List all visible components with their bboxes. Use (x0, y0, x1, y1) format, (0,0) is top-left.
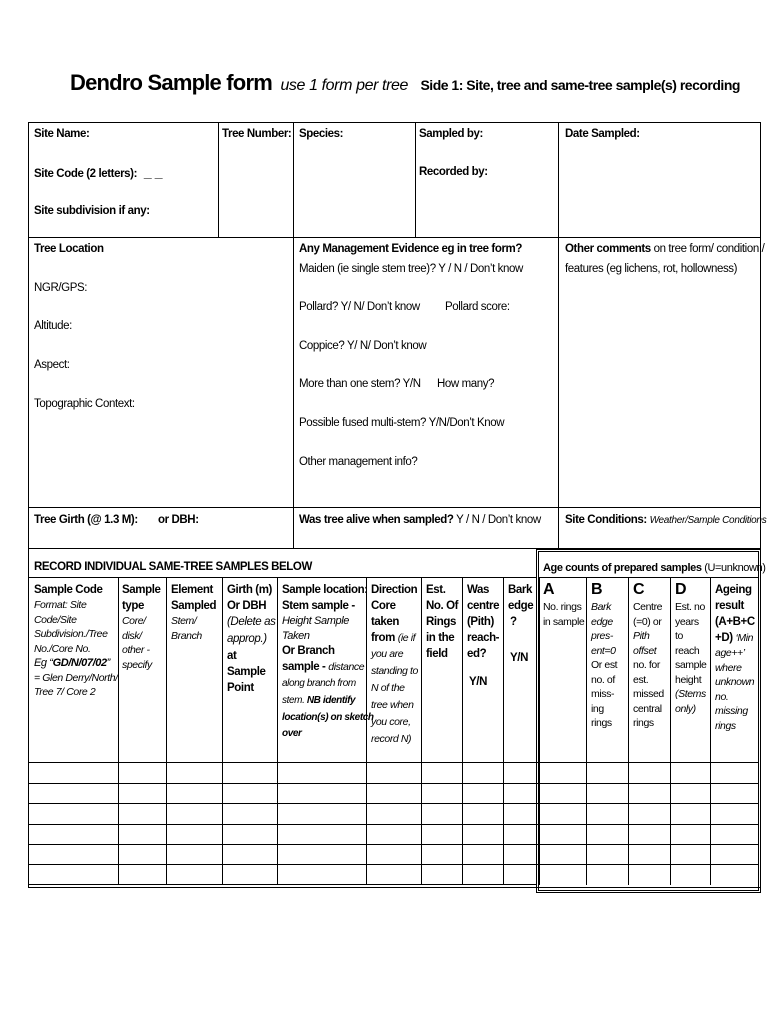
col-location-nb: NB identify (306, 695, 356, 706)
divider (28, 577, 536, 578)
col-c-sub-italic: offset (633, 644, 657, 657)
divider (586, 577, 587, 885)
col-direction-sub: you are (371, 648, 404, 660)
col-c-sub: (=0) or (633, 615, 662, 628)
tree-location-label: Tree Location (34, 243, 104, 255)
divider (539, 577, 758, 578)
table-row-line (28, 762, 758, 763)
col-d-sub: to (675, 630, 683, 642)
table-row-line (28, 864, 758, 865)
col-bark-edge (508, 582, 533, 666)
col-sample-type-title: Sample (122, 584, 161, 596)
col-c-sub2: missed (633, 688, 664, 700)
divider (503, 577, 504, 885)
table-row-line (28, 844, 758, 845)
col-ageing-title: Ageing (715, 584, 752, 596)
divider (28, 507, 761, 508)
col-b-sub2: ing (591, 702, 604, 715)
col-est-title: in the (426, 632, 455, 644)
col-element-title: Sampled (171, 600, 217, 612)
eg-post: ” (106, 657, 110, 669)
col-c (633, 580, 664, 731)
col-est-title: Est. (426, 584, 446, 596)
col-direction-title: taken (371, 616, 400, 628)
alive-question-options: Y / N / Don’t know (453, 514, 541, 526)
divider (558, 122, 559, 238)
col-d (675, 580, 706, 716)
col-a-sub: No. rings (543, 601, 582, 613)
col-direction-title: Core (371, 600, 396, 612)
col-d-sub: Est. no (675, 601, 705, 613)
col-c-sub2: no. for (633, 659, 660, 671)
other-comments-label (565, 242, 764, 256)
col-location-branch-sub: distance (328, 661, 365, 673)
col-b-sub2: Or est (591, 659, 618, 671)
col-centre-title: ed? (467, 648, 487, 660)
date-sampled-label: Date Sampled: (565, 128, 640, 140)
tree-girth-label: Tree Girth (@ 1.3 M): (34, 514, 138, 526)
divider (118, 577, 119, 885)
col-sample-code-example2: Tree 7/ Core 2 (34, 686, 96, 698)
col-location-nb2: location(s) on sketch (282, 712, 374, 723)
col-ageing-sub: unknown (715, 676, 755, 688)
col-sample-code-sub: Subdivision./Tree (34, 628, 108, 640)
recorded-by-label: Recorded by: (419, 166, 488, 178)
table-row-line (28, 803, 758, 804)
other-comments-rest: on tree form/ condition / (650, 243, 765, 255)
col-b-sub2: rings (591, 717, 612, 729)
how-many-label: How many? (437, 378, 495, 390)
divider (558, 237, 559, 549)
col-b-sub: Bark (591, 601, 611, 613)
form-title: Dendro Sample form (70, 70, 272, 95)
col-direction-sub: you core, (371, 716, 411, 728)
col-ageing-title: (A+B+C (715, 616, 755, 628)
or-dbh-label: or DBH: (158, 514, 199, 526)
col-location-title: Stem sample - (282, 600, 355, 612)
other-comments-line2: features (eg lichens, rot, hollowness) (565, 263, 738, 275)
col-centre-title: reach- (467, 632, 500, 644)
col-bark-title: Bark (508, 584, 532, 596)
col-c-sub2: est. (633, 673, 649, 686)
form-title-line (70, 70, 740, 96)
management-title: Any Management Evidence eg in tree form? (299, 243, 523, 255)
divider (415, 122, 416, 238)
col-centre-yn: Y/N (469, 676, 487, 688)
altitude-label: Altitude: (34, 320, 72, 332)
table-row-line (28, 824, 758, 825)
col-d-sub-italic: (Stems (675, 688, 706, 700)
col-d-letter: D (675, 581, 687, 598)
col-location-sub: Height Sample (282, 615, 349, 627)
site-subdivision-label: Site subdivision if any: (34, 205, 150, 217)
col-a-sub: in sample (543, 615, 585, 628)
site-conditions-label (565, 513, 766, 528)
col-bark-title: ? (510, 616, 517, 628)
col-d-sub: height (675, 673, 702, 686)
sampled-by-label: Sampled by: (419, 128, 483, 140)
col-est-title: Rings (426, 616, 456, 628)
col-ageing (715, 582, 755, 733)
col-sample-code (34, 582, 118, 700)
col-b-letter: B (591, 581, 603, 598)
divider (293, 122, 294, 238)
col-location-sub2: stem. (282, 695, 305, 706)
col-location-nb2: over (282, 728, 302, 739)
alive-question (299, 513, 541, 527)
col-est-title: No. Of (426, 600, 459, 612)
col-direction (371, 582, 418, 748)
divider (218, 122, 219, 238)
col-sample-type (122, 582, 161, 672)
col-centre-title: Was (467, 584, 490, 596)
col-ageing-plus-d (715, 630, 755, 646)
col-sample-type-sub: specify (122, 658, 152, 671)
col-b-sub2: miss- (591, 688, 615, 700)
alive-question-bold: Was tree alive when sampled? (299, 514, 454, 526)
maiden-question: Maiden (ie single stem tree)? Y / N / Don’t know (299, 263, 523, 275)
divider (28, 237, 761, 238)
divider (462, 577, 463, 885)
col-d-sub: sample (675, 659, 707, 671)
col-c-sub: Centre (633, 601, 663, 613)
col-sample-type-title: type (122, 600, 145, 612)
divider (166, 577, 167, 885)
col-c-sub-italic: Pith (633, 630, 650, 642)
other-comments-bold: Other comments (565, 243, 651, 255)
col-sample-type-sub: Core/ (122, 615, 146, 627)
col-direction-sub: N of the (371, 682, 405, 694)
col-sample-type-sub: disk/ (122, 629, 142, 642)
site-code-label (34, 165, 162, 181)
species-label: Species: (299, 128, 344, 140)
col-element-sub: Stem/ (171, 615, 197, 627)
col-girth-after: at (227, 650, 237, 662)
fused-question: Possible fused multi-stem? Y/N/Don’t Know (299, 417, 505, 429)
col-sample-code-sub: Format: Site (34, 599, 87, 611)
site-name-label: Site Name: (34, 128, 90, 140)
col-centre-title: centre (467, 600, 500, 612)
col-sample-code-sub: Code/Site (34, 613, 77, 626)
col-a (543, 580, 584, 629)
ngr-gps-label: NGR/GPS: (34, 282, 88, 294)
form-subtitle: use 1 form per tree (280, 77, 409, 94)
col-girth-sub: (Delete as (227, 616, 276, 628)
tree-number-label: Tree Number: (222, 128, 292, 140)
col-ageing-sub: no. (715, 690, 729, 703)
col-girth-title: Or DBH (227, 600, 267, 612)
site-code-blanks: _ _ (143, 164, 163, 180)
col-direction-from (371, 630, 418, 646)
col-centre-title: (Pith) (467, 616, 494, 628)
col-direction-sub: tree when (371, 699, 414, 711)
col-b-sub: ent=0 (591, 644, 616, 657)
col-girth-title: Girth (m) (227, 584, 272, 596)
aspect-label: Aspect: (34, 359, 70, 371)
col-location-sub: Taken (282, 629, 310, 642)
site-conditions-bold: Site Conditions: (565, 514, 647, 526)
divider (539, 577, 540, 885)
col-ageing-sub: rings (715, 719, 736, 732)
col-girth-after: Sample (227, 666, 266, 678)
col-d-sub: reach (675, 644, 700, 657)
col-sample-code-example2: = Glen Derry/North/ (34, 671, 118, 684)
age-counts-heading (543, 561, 766, 575)
col-direction-title: from (371, 632, 395, 644)
divider (670, 577, 671, 885)
col-est-rings (426, 582, 458, 662)
col-b-sub2: no. of (591, 673, 615, 686)
divider (222, 577, 223, 885)
form-side-label: Side 1: Site, tree and same-tree sample(s) recording (420, 77, 740, 93)
table-row-line (28, 884, 536, 885)
divider (628, 577, 629, 885)
col-bark-title: edge (508, 600, 534, 612)
col-ageing-title: result (715, 600, 744, 612)
col-a-letter: A (543, 581, 555, 598)
col-d-sub-italic: only) (675, 702, 696, 715)
col-was-centre (467, 582, 499, 690)
col-element (171, 582, 216, 643)
col-sample-code-sub: No./Core No. (34, 642, 91, 655)
col-direction-title: Direction (371, 584, 418, 596)
col-girth-after: Point (227, 682, 254, 694)
topographic-label: Topographic Context: (34, 398, 135, 410)
col-direction-from-sub: (ie if (397, 632, 416, 644)
col-b-sub: pres- (591, 630, 613, 642)
coppice-question: Coppice? Y/ N/ Don’t know (299, 340, 427, 352)
eg-pre: Eg “ (34, 657, 53, 669)
col-d-sub: years (675, 615, 699, 628)
more-stems-question: More than one stem? Y/N (299, 378, 421, 390)
col-sample-code-title: Sample Code (34, 584, 103, 596)
col-c-sub2: central (633, 702, 662, 715)
age-counts-heading-rest: (U=unknown) (701, 562, 766, 574)
col-ageing-sub: missing (715, 705, 748, 717)
col-direction-sub: standing to (371, 665, 418, 677)
col-sample-type-sub: other - (122, 644, 150, 656)
age-counts-heading-bold: Age counts of prepared samples (543, 562, 702, 574)
col-ageing-sub: age++’ (715, 647, 745, 659)
col-element-title: Element (171, 584, 213, 596)
col-location-branch2 (282, 659, 374, 675)
col-location-title: Sample location: (282, 584, 368, 596)
site-conditions-sub: Weather/Sample Conditions (649, 515, 767, 526)
col-girth-sub: approp.) (227, 633, 267, 645)
divider (277, 577, 278, 885)
samples-heading: RECORD INDIVIDUAL SAME-TREE SAMPLES BELOW (34, 561, 312, 573)
divider (293, 237, 294, 549)
col-sample-location (282, 582, 374, 741)
col-ageing-sub: where (715, 661, 742, 674)
col-c-letter: C (633, 581, 645, 598)
col-location-sub2: along branch from (282, 678, 356, 689)
col-b (591, 580, 617, 731)
site-code-text: Site Code (2 letters): (34, 168, 138, 180)
col-sample-code-example (34, 656, 118, 671)
col-ageing-title: +D) (715, 632, 733, 644)
col-est-title: field (426, 648, 448, 660)
eg-code: GD/N/07/02 (52, 657, 107, 669)
col-b-sub: edge (591, 615, 613, 628)
other-management-label: Other management info? (299, 456, 418, 468)
divider (710, 577, 711, 885)
col-location-branch: Or Branch (282, 645, 335, 657)
col-location-sub2-nb (282, 692, 374, 709)
col-location-branch: sample - (282, 661, 326, 673)
divider (421, 577, 422, 885)
table-row-line (28, 783, 758, 784)
col-ageing-sub: ‘Min (735, 632, 754, 644)
col-element-sub: Branch (171, 629, 202, 642)
pollard-question: Pollard? Y/ N/ Don’t know (299, 301, 420, 313)
col-direction-sub: record N) (371, 733, 412, 745)
pollard-score-label: Pollard score: (445, 301, 510, 313)
col-girth (227, 582, 275, 696)
col-c-sub2: rings (633, 717, 654, 729)
col-bark-yn: Y/N (510, 652, 528, 664)
